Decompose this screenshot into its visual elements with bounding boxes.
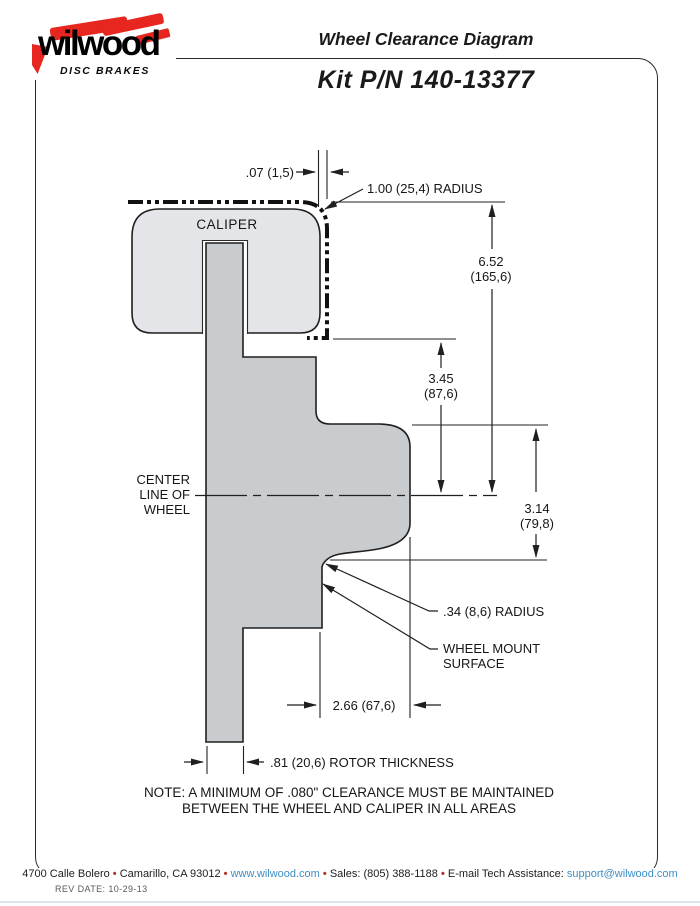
caliper-label: CALIPER (196, 217, 258, 232)
dim-266-label: 2.66 (67,6) (332, 698, 396, 713)
centerline-label-1: CENTER (136, 472, 190, 487)
dim-314-mm: (79,8) (520, 516, 554, 531)
note-line-1: NOTE: A MINIMUM OF .080" CLEARANCE MUST BE MAINTAINED (143, 785, 555, 800)
footer-city: Camarillo, CA 93012 (119, 868, 221, 880)
footer-bullet: • (440, 868, 445, 880)
document-title: Wheel Clearance Diagram (318, 29, 534, 49)
dim-652-mm: (165,6) (470, 269, 512, 284)
footer (0, 868, 700, 880)
wheel-mount-label-2: SURFACE (443, 656, 505, 671)
centerline-label-2: LINE OF (139, 487, 190, 502)
brand-subtitle: DISC BRAKES (60, 65, 150, 77)
dim-652-in: 6.52 (478, 254, 504, 269)
dim-clearance-gap-label: .07 (1,5) (245, 165, 294, 180)
centerline-label-3: WHEEL (143, 502, 190, 517)
kit-part-number-title: Kit P/N 140-13377 (317, 66, 535, 94)
note-line-2: BETWEEN THE WHEEL AND CALIPER IN ALL AREAS (181, 801, 517, 816)
footer-bullet: • (223, 868, 228, 880)
dim-top-radius-label: 1.00 (25,4) RADIUS (367, 181, 483, 196)
footer-bullet: • (112, 868, 117, 880)
footer-website-link[interactable]: www.wilwood.com (230, 868, 320, 880)
footer-sales: Sales: (805) 388-1188 (329, 868, 438, 880)
brand-wordmark: wilwood (38, 24, 159, 63)
footer-address: 4700 Calle Bolero (22, 868, 110, 880)
footer-email-link[interactable]: support@wilwood.com (566, 868, 678, 880)
dim-bottom-radius-label: .34 (8,6) RADIUS (443, 604, 545, 619)
dim-314-in: 3.14 (524, 501, 550, 516)
footer-bullet: • (322, 868, 327, 880)
wheel-mount-label-1: WHEEL MOUNT (443, 641, 541, 656)
dim-345-mm: (87,6) (424, 386, 458, 401)
wilwood-logo (16, 18, 176, 80)
rev-date-label: REV DATE: (55, 884, 106, 894)
dim-rotor-thickness-label: .81 (20,6) ROTOR THICKNESS (270, 755, 454, 770)
dim-345-in: 3.45 (428, 371, 454, 386)
rev-date (55, 884, 148, 894)
rev-date-value: 10-29-13 (108, 884, 148, 894)
footer-email-label: E-mail Tech Assistance: (447, 868, 564, 880)
